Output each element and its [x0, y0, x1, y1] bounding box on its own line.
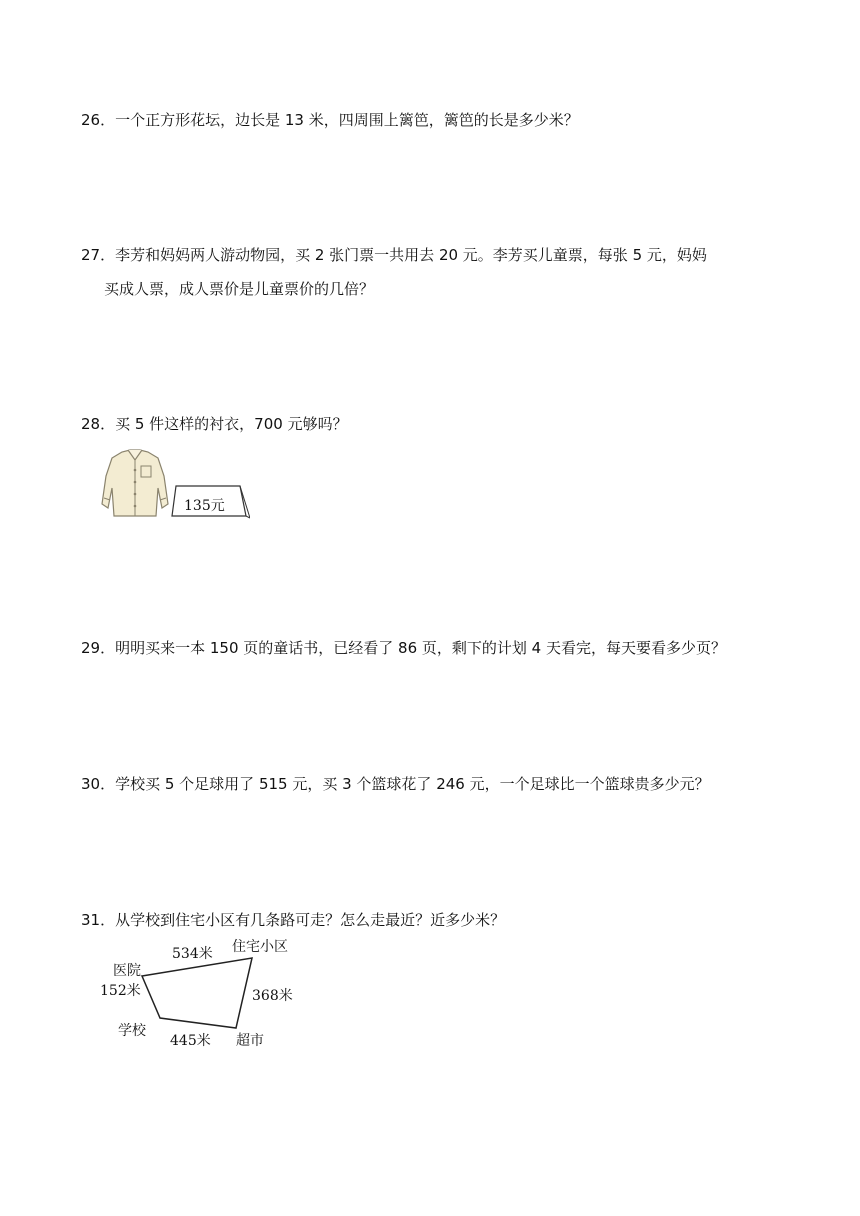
distance-school-supermarket: 445米: [170, 1033, 211, 1049]
question-31: [81, 908, 505, 932]
place-supermarket: 超市: [236, 1033, 264, 1049]
question-text: 一个正方形花坛，边长是 13 米，四周围上篱笆，篱笆的长是多少米？: [115, 111, 579, 129]
question-text: 学校买 5 个足球用了 515 元，买 3 个篮球花了 246 元，一个足球比一个篮球贵多少元？: [115, 775, 710, 793]
route-map: [98, 932, 302, 1050]
question-text: 从学校到住宅小区有几条路可走？怎么走最近？近多少米？: [115, 911, 506, 929]
place-school: 学校: [118, 1023, 146, 1039]
question-number: 29．: [81, 639, 116, 657]
question-text: 李芳和妈妈两人游动物园，买 2 张门票一共用去 20 元。李芳买儿童票，每张 5 元，妈妈: [115, 246, 707, 264]
question-number: 26．: [81, 111, 116, 129]
question-28: [81, 412, 348, 436]
question-29: [81, 636, 726, 660]
question-number: 31．: [81, 911, 116, 929]
question-number: 27．: [81, 246, 116, 264]
price-tag-label: 135元: [184, 498, 225, 514]
question-number: 28．: [81, 415, 116, 433]
question-number: 30．: [81, 775, 116, 793]
place-residential: 住宅小区: [232, 939, 288, 955]
shirt-icon: [100, 446, 250, 522]
question-text: 明明买来一本 150 页的童话书，已经看了 86 页，剩下的计划 4 天看完，每天要看多少页？: [115, 639, 726, 657]
question-27: [81, 243, 707, 267]
question-text: 买 5 件这样的衬衣，700 元够吗？: [115, 415, 348, 433]
distance-residential-supermarket: 368米: [252, 988, 293, 1004]
distance-school-hospital: 152米: [100, 983, 141, 999]
question-27-continuation: 买成人票，成人票价是儿童票价的几倍？: [104, 280, 375, 298]
shirt-price-figure: [100, 446, 250, 522]
question-30: [81, 772, 710, 796]
question-26: [81, 108, 579, 132]
distance-hospital-residential: 534米: [172, 946, 213, 962]
place-hospital: 医院: [113, 963, 141, 979]
